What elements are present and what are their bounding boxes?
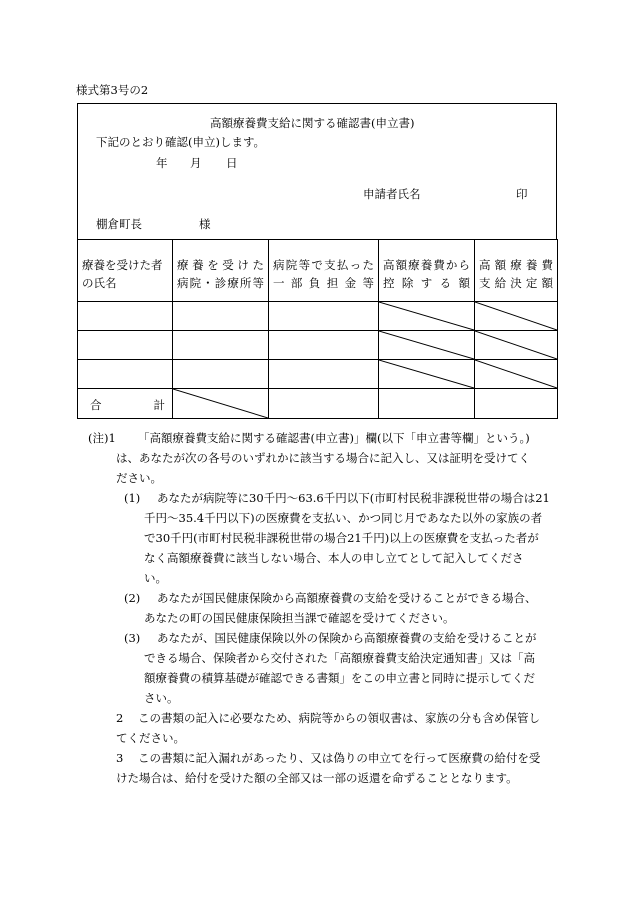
note-3-marker: 3 [116, 751, 124, 765]
subnote-2-marker: (2) [124, 591, 141, 605]
subnote-2-line: あなたが国民健康保険から高額療養費の支給を受けることができる場合、 [157, 591, 537, 605]
total-label-2: 計 [153, 398, 165, 412]
subnote-3-line: 額療養費の積算基礎が確認できる書類」をこの申立書と同時に提示してくだ [144, 671, 535, 685]
addressee-honorific: 様 [199, 217, 211, 231]
copayment-cell[interactable] [269, 302, 379, 331]
note-1-line: は、あなたが次の各号のいずれかに該当する場合に記入し、又は証明を受けてく [116, 451, 530, 465]
copayment-total-cell[interactable] [269, 389, 379, 419]
subnote-3-line: できる場合、保険者から交付された「高額療養費支給決定通知書」又は「高 [144, 651, 535, 665]
subnote-1-line: で30千円(市町村民税非課税世帯の場合21千円)以上の医療費を支払った者が [144, 531, 539, 545]
total-label-cell [78, 389, 173, 419]
deduction-cell-crossed [379, 360, 475, 389]
date-year-label: 年 [156, 156, 168, 170]
note-1-marker: (注)1 [88, 431, 116, 445]
patient-name-cell[interactable] [78, 302, 173, 331]
header-copayment: 病院等で支払った 一部負担金等 [269, 240, 379, 302]
subnote-3-marker: (3) [124, 631, 141, 645]
total-label-1: 合 [90, 398, 102, 412]
copayment-cell[interactable] [269, 360, 379, 389]
note-2-marker: 2 [116, 711, 124, 725]
header-patient-name: 療養を受けた者 の氏名 [78, 240, 173, 302]
benefit-cell-crossed [475, 302, 558, 331]
table-row [78, 331, 558, 360]
table-header-row [78, 240, 558, 302]
applicant-name-label: 申請者氏名 [363, 187, 421, 201]
benefit-cell-crossed [475, 331, 558, 360]
confirm-statement: 下記のとおり確認(申立)します。 [96, 135, 266, 149]
benefit-total-cell[interactable] [475, 389, 558, 419]
subnote-1-marker: (1) [124, 491, 141, 505]
hospital-cell[interactable] [173, 331, 269, 360]
hospital-cell[interactable] [173, 360, 269, 389]
subnote-1-line: い。 [144, 571, 167, 585]
note-1-line: ださい。 [116, 471, 162, 485]
subnote-1-line: 千円～35.4千円以下)の医療費を支払い、かつ同じ月であなた以外の家族の者 [144, 511, 543, 525]
form-title: 高額療養費支給に関する確認書(申立書) [210, 116, 415, 130]
note-1-line: 「高額療養費支給に関する確認書(申立書)」欄(以下「申立書等欄」という。) [138, 431, 530, 445]
date-day-label: 日 [226, 156, 238, 170]
deduction-cell-crossed [379, 331, 475, 360]
subnote-3-line: さい。 [144, 691, 179, 705]
note-2-line: この書類の記入に必要なため、病院等からの領収書は、家族の分も含め保管し [138, 711, 541, 725]
note-3-line: けた場合は、給付を受けた額の全部又は一部の返還を命ずることとなります。 [116, 771, 518, 785]
form-number: 様式第3号の2 [76, 83, 149, 97]
copayment-cell[interactable] [269, 331, 379, 360]
hospital-cell[interactable] [173, 302, 269, 331]
table-row [78, 302, 558, 331]
patient-name-cell[interactable] [78, 360, 173, 389]
patient-name-cell[interactable] [78, 331, 173, 360]
note-3-line: この書類に記入漏れがあったり、又は偽りの申立てを行って医療費の給付を受 [138, 751, 541, 765]
table-row [78, 360, 558, 389]
benefit-cell-crossed [475, 360, 558, 389]
table-total-row [78, 389, 558, 419]
medical-expense-table [77, 239, 558, 419]
subnote-1-line: あなたが病院等に30千円～63.6千円以下(市町村民税非課税世帯の場合は21 [157, 491, 550, 505]
header-deduction: 高額療養費から 控除する額 [379, 240, 475, 302]
header-benefit-amount: 高額療養費 支給決定額 [475, 240, 558, 302]
hospital-total-crossed [173, 389, 269, 419]
subnote-3-line: あなたが、国民健康保険以外の保険から高額療養費の支給を受けることが [157, 631, 537, 645]
note-2-line: てください。 [116, 731, 185, 745]
seal-mark: 印 [516, 187, 528, 201]
deduction-total-cell[interactable] [379, 389, 475, 419]
date-month-label: 月 [190, 156, 202, 170]
deduction-cell-crossed [379, 302, 475, 331]
subnote-1-line: なく高額療養費に該当しない場合、本人の申し立てとして記入してくださ [144, 551, 524, 565]
addressee-mayor: 棚倉町長 [96, 217, 142, 231]
subnote-2-line: あなたの町の国民健康保険担当課で確認を受けてください。 [144, 611, 455, 625]
header-hospital: 療養を受けた 病院・診療所等 [173, 240, 269, 302]
